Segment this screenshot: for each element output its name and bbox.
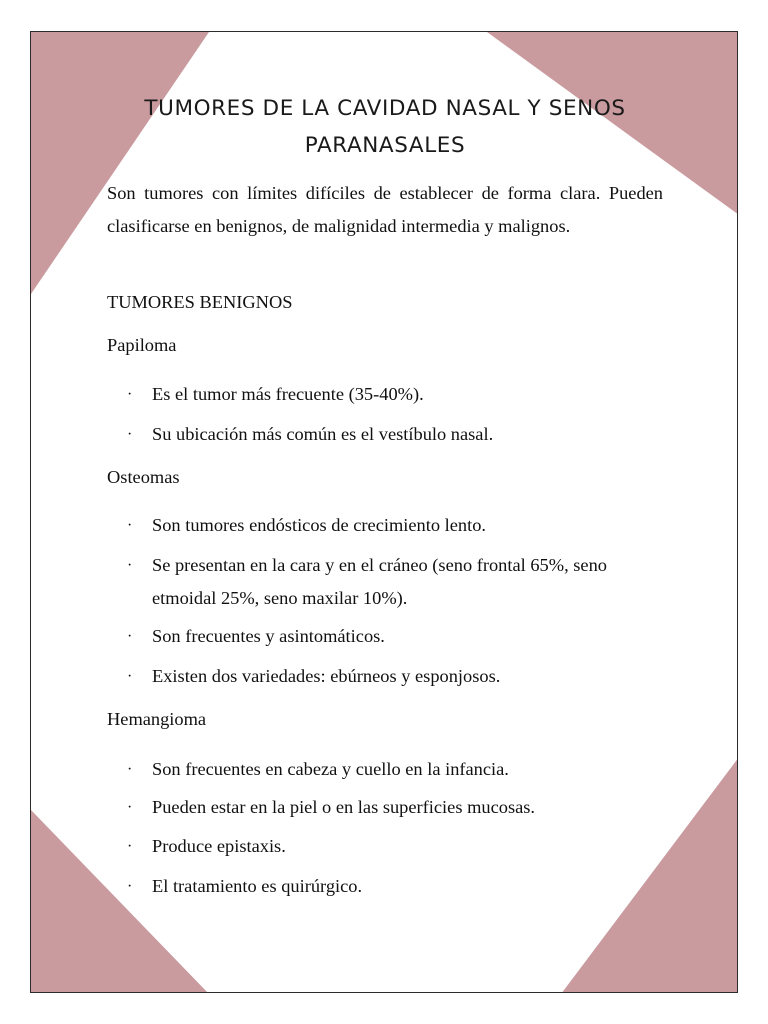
list-item: · Son frecuentes y asintomáticos. xyxy=(127,620,667,653)
page-frame xyxy=(30,31,738,993)
bullet-icon: · xyxy=(127,668,133,685)
subheading-papiloma: Papiloma xyxy=(107,335,177,355)
list-item: · Existen dos variedades: ebúrneos y esponjosos. xyxy=(127,660,667,693)
bullet-icon: · xyxy=(127,838,133,855)
list-item: · Es el tumor más frecuente (35-40%). xyxy=(127,378,667,411)
bullet-icon: · xyxy=(127,517,133,534)
bullet-icon: · xyxy=(127,557,133,574)
list-item: · Produce epistaxis. xyxy=(127,830,667,863)
list-item: · Su ubicación más común es el vestíbulo nasal. xyxy=(127,418,667,451)
list-item: · Son frecuentes en cabeza y cuello en la infancia. xyxy=(127,753,667,786)
title-line-1: TUMORES DE LA CAVIDAD NASAL Y SENOS xyxy=(144,96,626,121)
bullet-icon: · xyxy=(127,426,133,443)
bullet-icon: · xyxy=(127,799,133,816)
subheading-hemangioma: Hemangioma xyxy=(107,709,207,729)
bullet-icon: · xyxy=(127,761,133,778)
bullet-icon: · xyxy=(127,386,133,403)
subheading-osteomas: Osteomas xyxy=(107,467,180,487)
section-heading-benign: TUMORES BENIGNOS xyxy=(107,292,293,312)
document-title xyxy=(71,90,699,164)
bullet-icon: · xyxy=(127,878,133,895)
bullet-icon: · xyxy=(127,628,133,645)
intro-paragraph: Son tumores con límites difíciles de establecer de forma clara. Pueden clasificarse en benignos, de malignidad intermedia y malignos. xyxy=(107,183,663,236)
list-item: · Se presentan en la cara y en el cráneo (seno frontal 65%, seno etmoidal 25%, seno maxilar 10%). xyxy=(127,549,667,615)
title-line-2: PARANASALES xyxy=(304,133,466,158)
list-item: · Son tumores endósticos de crecimiento lento. xyxy=(127,509,667,542)
list-item: · Pueden estar en la piel o en las superficies mucosas. xyxy=(127,791,667,824)
document-content xyxy=(31,32,738,993)
list-item: · El tratamiento es quirúrgico. xyxy=(127,870,667,903)
